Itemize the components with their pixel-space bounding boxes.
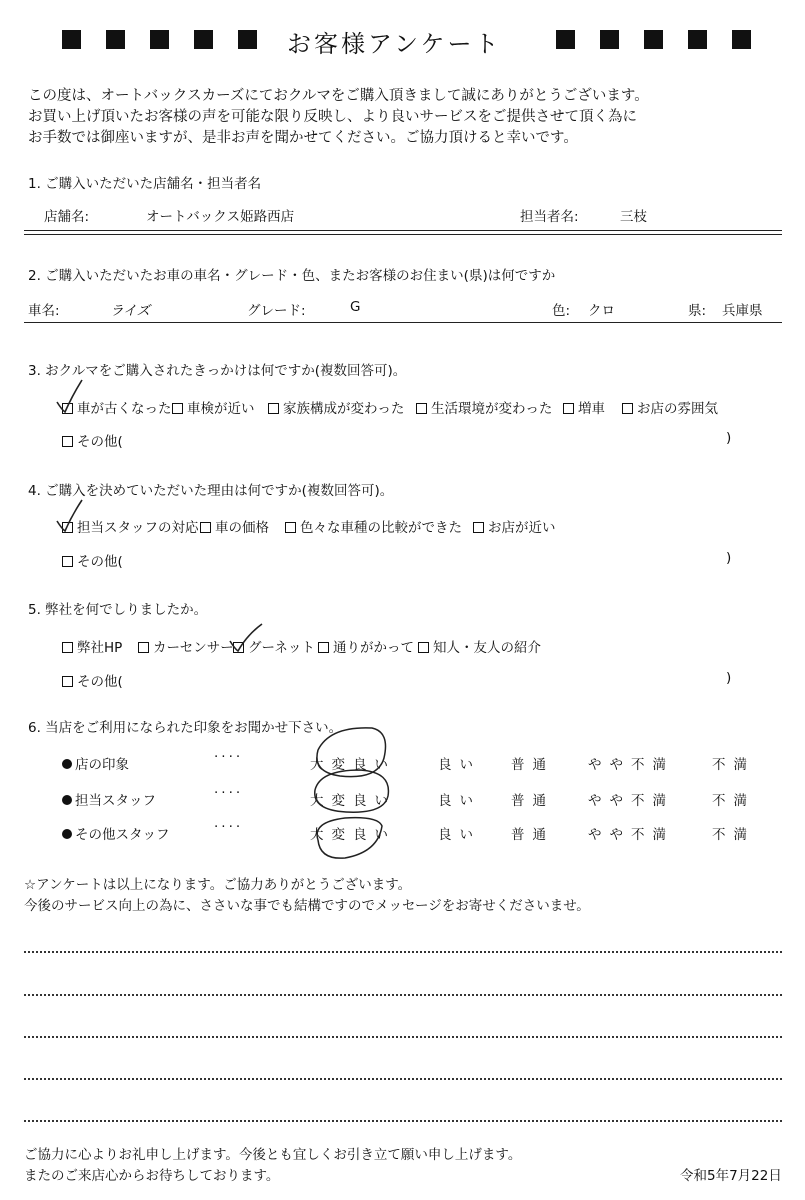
- title-row: [0, 24, 805, 60]
- footer-line: またのご来店心からお待ちしております。: [24, 1168, 280, 1184]
- square-icon: [688, 30, 707, 49]
- q4-other[interactable]: その他(: [62, 550, 123, 570]
- q5-option[interactable]: 通りがかって: [318, 636, 414, 656]
- rating-very-good[interactable]: 大変良い: [310, 757, 396, 773]
- rating-very-good[interactable]: 大変良い: [310, 793, 396, 809]
- divider: [24, 322, 782, 323]
- q3-option[interactable]: 車検が近い: [172, 397, 255, 417]
- question-5: 5. 弊社を何でしりましたか。: [28, 602, 208, 618]
- rating-row-label: 店の印象: [62, 753, 129, 773]
- question-4: 4. ご購入を決めていただいた理由は何ですか(複数回答可)。: [28, 483, 394, 499]
- rating-good[interactable]: 良い: [438, 793, 481, 809]
- rating-leader: ····: [214, 749, 244, 765]
- footer-line: ご協力に心よりお礼申し上げます。今後とも宜しくお引き立て願い申し上げます。: [24, 1147, 522, 1163]
- checkbox-icon[interactable]: [622, 403, 633, 414]
- square-icon: [106, 30, 125, 49]
- q3-option[interactable]: 家族構成が変わった: [268, 397, 404, 417]
- bullet-icon: [62, 795, 72, 805]
- car-label: 車名:: [28, 303, 60, 319]
- q3-option[interactable]: お店の雰囲気: [622, 397, 718, 417]
- q3-option[interactable]: 車が古くなった: [62, 397, 172, 417]
- rating-leader: ····: [214, 785, 244, 801]
- q5-other-close: ): [726, 670, 732, 686]
- q3-other[interactable]: その他(: [62, 430, 123, 450]
- grade-label: グレード:: [247, 303, 306, 319]
- square-icon: [732, 30, 751, 49]
- square-icon: [194, 30, 213, 49]
- rating-somewhat-dissatisfied[interactable]: やや不満: [588, 757, 674, 773]
- rating-dissatisfied[interactable]: 不満: [712, 757, 755, 773]
- message-line[interactable]: [24, 951, 782, 953]
- closing-line: ☆アンケートは以上になります。ご協力ありがとうございます。: [24, 877, 412, 893]
- q3-option[interactable]: 生活環境が変わった: [416, 397, 552, 417]
- checkbox-icon[interactable]: [62, 403, 73, 414]
- color-value: クロ: [588, 303, 615, 319]
- question-1: 1. ご購入いただいた店舗名・担当者名: [28, 176, 262, 192]
- rating-average[interactable]: 普通: [511, 793, 554, 809]
- closing-line: 今後のサービス向上の為に、ささいな事でも結構ですのでメッセージをお寄せくださいませ。: [24, 898, 590, 914]
- rating-row-label: その他スタッフ: [62, 823, 170, 843]
- message-line[interactable]: [24, 1120, 782, 1122]
- q3-option[interactable]: 増車: [563, 397, 605, 417]
- square-icon: [62, 30, 81, 49]
- rating-leader: ····: [214, 819, 244, 835]
- checkbox-icon[interactable]: [62, 556, 73, 567]
- rating-row-label: 担当スタッフ: [62, 789, 156, 809]
- q4-option[interactable]: 車の価格: [200, 516, 269, 536]
- q5-option[interactable]: 知人・友人の紹介: [418, 636, 541, 656]
- square-icon: [644, 30, 663, 49]
- bullet-icon: [62, 759, 72, 769]
- checkbox-icon[interactable]: [416, 403, 427, 414]
- checkbox-icon[interactable]: [418, 642, 429, 653]
- square-icon: [600, 30, 619, 49]
- rating-somewhat-dissatisfied[interactable]: やや不満: [588, 827, 674, 843]
- q4-option[interactable]: 色々な車種の比較ができた: [285, 516, 462, 536]
- checkbox-icon[interactable]: [62, 522, 73, 533]
- q4-option[interactable]: 担当スタッフの対応: [62, 516, 199, 536]
- checkbox-icon[interactable]: [62, 436, 73, 447]
- checkbox-icon[interactable]: [285, 522, 296, 533]
- intro-line: お手数では御座いますが、是非お声を聞かせてください。ご協力頂けると幸いです。: [28, 130, 578, 146]
- color-label: 色:: [552, 303, 571, 319]
- square-icon: [150, 30, 169, 49]
- rating-average[interactable]: 普通: [511, 757, 554, 773]
- staff-label: 担当者名:: [520, 209, 579, 225]
- message-line[interactable]: [24, 994, 782, 996]
- message-line[interactable]: [24, 1078, 782, 1080]
- q5-other[interactable]: その他(: [62, 670, 123, 690]
- staff-value: 三枝: [620, 209, 647, 225]
- intro-line: この度は、オートバックスカーズにておクルマをご購入頂きまして誠にありがとうございます。: [28, 88, 649, 104]
- checkbox-icon[interactable]: [318, 642, 329, 653]
- document-date: 令和5年7月22日: [680, 1168, 782, 1184]
- store-value: オートバックス姫路西店: [146, 209, 295, 225]
- checkbox-icon[interactable]: [172, 403, 183, 414]
- car-value: ライズ: [110, 303, 150, 319]
- q5-option[interactable]: カーセンサー: [138, 636, 234, 656]
- question-6: 6. 当店をご利用になられた印象をお聞かせ下さい。: [28, 720, 343, 736]
- checkbox-icon[interactable]: [200, 522, 211, 533]
- checkbox-icon[interactable]: [233, 642, 244, 653]
- square-icon: [238, 30, 257, 49]
- rating-somewhat-dissatisfied[interactable]: やや不満: [588, 793, 674, 809]
- store-label: 店舗名:: [44, 209, 90, 225]
- message-line[interactable]: [24, 1036, 782, 1038]
- checkbox-icon[interactable]: [268, 403, 279, 414]
- bullet-icon: [62, 829, 72, 839]
- rating-very-good[interactable]: 大変良い: [310, 827, 396, 843]
- question-2: 2. ご購入いただいたお車の車名・グレード・色、またお客様のお住まい(県)は何ですか: [28, 268, 556, 284]
- rating-dissatisfied[interactable]: 不満: [712, 793, 755, 809]
- q5-option[interactable]: グーネット: [233, 636, 315, 656]
- rating-good[interactable]: 良い: [438, 827, 481, 843]
- checkbox-icon[interactable]: [62, 676, 73, 687]
- grade-value: G: [350, 299, 361, 315]
- rating-good[interactable]: 良い: [438, 757, 481, 773]
- q5-option[interactable]: 弊社HP: [62, 636, 122, 656]
- checkbox-icon[interactable]: [473, 522, 484, 533]
- pref-label: 県:: [688, 303, 707, 319]
- checkbox-icon[interactable]: [62, 642, 73, 653]
- q4-option[interactable]: お店が近い: [473, 516, 556, 536]
- divider: [24, 230, 782, 235]
- q4-other-close: ): [726, 550, 732, 566]
- question-3: 3. おクルマをご購入されたきっかけは何ですか(複数回答可)。: [28, 363, 407, 379]
- rating-average[interactable]: 普通: [511, 827, 554, 843]
- intro-line: お買い上げ頂いたお客様の声を可能な限り反映し、より良いサービスをご提供させて頂く為に: [28, 109, 637, 125]
- checkbox-icon[interactable]: [563, 403, 574, 414]
- rating-dissatisfied[interactable]: 不満: [712, 827, 755, 843]
- square-icon: [556, 30, 575, 49]
- checkbox-icon[interactable]: [138, 642, 149, 653]
- q3-other-close: ): [726, 430, 732, 446]
- page-title: お客様アンケート: [287, 30, 502, 58]
- pref-value: 兵庫県: [722, 303, 763, 319]
